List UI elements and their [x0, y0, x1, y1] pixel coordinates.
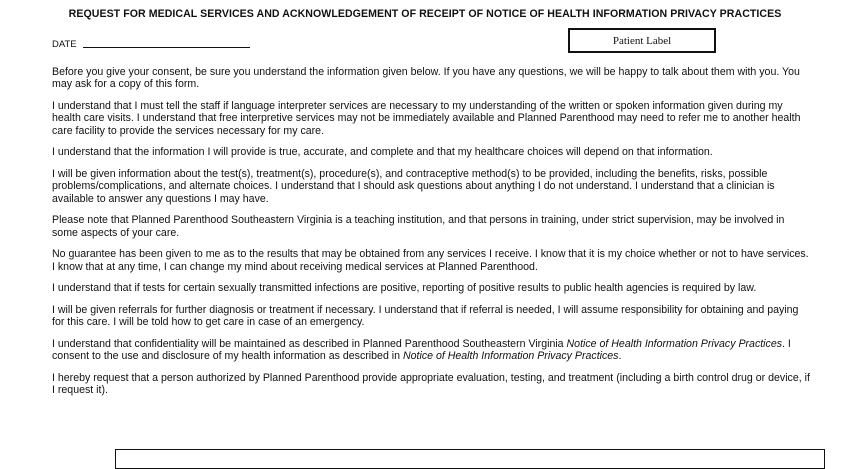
confidentiality-text-3: . [618, 350, 622, 363]
paragraph-teaching: Please note that Planned Parenthood Southeastern Virginia is a teaching institution, and that persons in training, under strict supervision, may be involved in some aspects of your care. [52, 214, 785, 239]
paragraph-confidentiality [52, 338, 812, 363]
confidentiality-text-1: I understand that confidentiality will be maintained as described in Planned Parenthood Southeastern Virginia [52, 337, 567, 350]
paragraph-request: I hereby request that a person authorized by Planned Parenthood provide appropriate evaluation, testing, and treatment (including a birth control drug or device, if I request it). [52, 371, 810, 397]
paragraph-interpreter: I understand that I must tell the staff if language interpreter services are necessary to my understanding of the written or spoken information given during my health care visits. I understand that free interpretive services may not be immediately available and Planned Parenthood may need to refer me to another health care facility to provide the services necessary for my care. [52, 99, 801, 137]
paragraph-sti-reporting: I understand that if tests for certain sexually transmitted infections are positive, reporting of positive results to public health agencies is required by law. [52, 282, 757, 295]
signature-box[interactable] [115, 449, 825, 469]
confidentiality-text-2: . I consent to the use and disclosure of my health information as described in [52, 337, 791, 363]
paragraph-consent-intro: Before you give your consent, be sure you understand the information given below. If you have any questions, we will be happy to talk about them with you. You may ask for a copy of this form. [52, 66, 800, 91]
form-title: REQUEST FOR MEDICAL SERVICES AND ACKNOWLEDGEMENT OF RECEIPT OF NOTICE OF HEALTH INFORMATION PRIVACY PRACTICES [68, 8, 782, 20]
date-label: DATE [52, 39, 77, 50]
date-row [52, 39, 250, 50]
paragraph-referrals: I will be given referrals for further diagnosis or treatment if necessary. I understand that if referral is needed, I will assume responsibility for obtaining and paying for this care. I will be told how to get care in case of an emergency. [52, 303, 799, 329]
privacy-notice-title-1: Notice of Health Information Privacy Practices [566, 337, 783, 350]
patient-label-text: Patient Label [612, 34, 672, 47]
privacy-notice-title-2: Notice of Health Information Privacy Practices [402, 350, 619, 363]
consent-body [52, 66, 812, 406]
paragraph-accuracy: I understand that the information I will provide is true, accurate, and complete and that my healthcare choices will depend on that information. [52, 146, 713, 159]
patient-label-box [568, 28, 716, 53]
paragraph-information: I will be given information about the test(s), treatment(s), procedure(s), and contraceptive method(s) to be provided, including the benefits, risks, possible problems/complications, and alternate choices. I understand that I should ask questions about anything I do not understand. I understand that a clinician is available to answer any questions I may have. [52, 167, 775, 205]
date-field-line[interactable] [83, 47, 250, 48]
paragraph-guarantee: No guarantee has been given to me as to the results that may be obtained from any services I receive. I know that it is my choice whether or not to have services. I know that at any time, I can change my mind about receiving medical services at Planned Parenthood. [52, 248, 809, 273]
